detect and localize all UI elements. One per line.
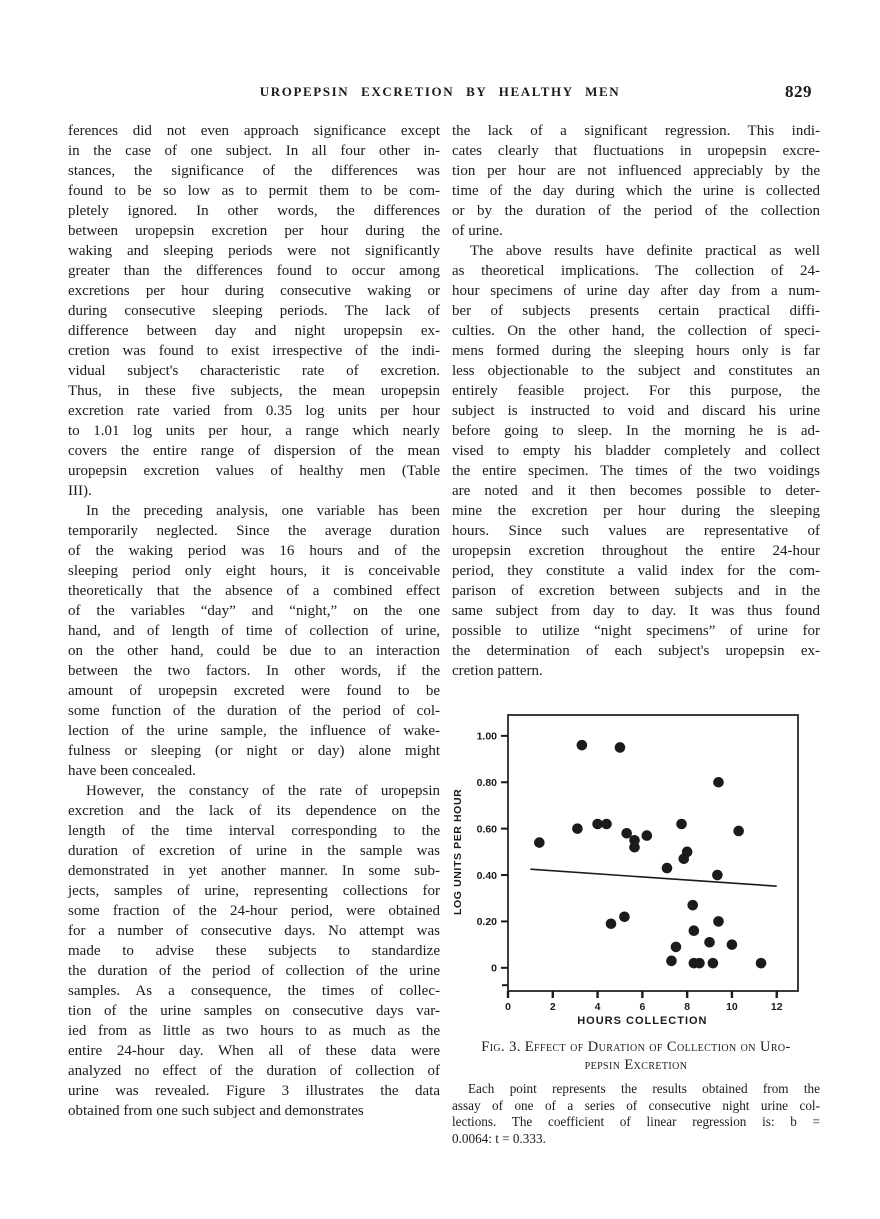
- text-line: vidual subject's characteristic rate of excretion.: [68, 363, 440, 379]
- text-line: obtained from one such subject and demonstrates: [68, 1103, 364, 1119]
- text-line: time of the day during which the urine is collected: [452, 183, 820, 199]
- running-header: [68, 84, 812, 104]
- regression-line: [530, 869, 776, 886]
- y-tick-label: 0.80: [476, 777, 497, 790]
- text-line: to 1.01 log units per hour, a range which nearly: [68, 423, 440, 439]
- scatter-plot: [452, 711, 804, 1027]
- text-line: as theoretical implications. The collection of 24-: [452, 263, 820, 279]
- text-line: of the variables “day” and “night,” on the one: [68, 603, 440, 619]
- text-line: However, the constancy of the rate of uropepsin: [86, 783, 440, 799]
- data-point: [708, 958, 719, 969]
- text-line: amount of uropepsin excreted were found to be: [68, 683, 440, 699]
- text-line: length of the time interval corresponding to the: [68, 823, 440, 839]
- text-line: urine was revealed. Figure 3 illustrates the data: [68, 1083, 440, 1099]
- text-line: ferences did not even approach significance except: [68, 123, 440, 139]
- text-line: period, they constitute a valid index for the com-: [452, 563, 820, 579]
- x-tick-label: 10: [726, 1001, 738, 1013]
- figure-3-scatter-chart: [452, 711, 820, 1027]
- text-line: Thus, in these five subjects, the mean uropepsin: [68, 383, 440, 399]
- text-line: of urine.: [452, 223, 503, 239]
- y-tick-label: 1.00: [476, 730, 497, 743]
- text-line: vised to empty his bladder completely and collect: [452, 443, 820, 459]
- x-tick-label: 12: [770, 1001, 783, 1013]
- left-column: [68, 121, 440, 1121]
- text-line: excretion rate varied from 0.35 log units per hour: [68, 403, 440, 419]
- text-line: temporarily neglected. Since the average duration: [68, 523, 440, 539]
- text-line: excretions per hour during consecutive waking or: [68, 283, 440, 299]
- data-point: [577, 740, 588, 751]
- text-line: between uropepsin excretion per hour during the: [68, 223, 440, 239]
- data-point: [682, 847, 693, 858]
- data-point: [601, 819, 612, 830]
- y-tick-label: 0.40: [476, 869, 497, 882]
- text-line: analyzed no effect of the duration of collection of: [68, 1063, 440, 1079]
- text-line: ber of subjects presents certain practical diffi-: [452, 303, 820, 319]
- x-tick-label: 0: [505, 1001, 511, 1013]
- data-point: [572, 823, 583, 834]
- data-point: [671, 942, 682, 953]
- text-line: stances, the significance of the differences was: [68, 163, 440, 179]
- text-line: parison of excretion between subjects and in the: [452, 583, 820, 599]
- data-point: [756, 958, 767, 969]
- text-line: uropepsin excretion throughout the entire 24-hour: [452, 543, 820, 559]
- text-line: difference between day and night uropepsin ex-: [68, 323, 440, 339]
- text-line: samples. As a consequence, the times of collec-: [68, 983, 440, 999]
- text-line: uropepsin excretion values of healthy men (Table: [68, 463, 440, 479]
- text-line: the determination of each subject's uropepsin ex-: [452, 643, 820, 659]
- data-point: [689, 925, 700, 936]
- text-line: cretion pattern.: [452, 663, 543, 679]
- data-point: [733, 826, 744, 837]
- text-line: fulness or sleeping (or night or day) alone might: [68, 743, 440, 759]
- text-line: jects, samples of urine, representing collections for: [68, 883, 440, 899]
- text-line: the lack of a significant regression. This indi-: [452, 123, 820, 139]
- data-point: [642, 830, 653, 841]
- text-line: Each point represents the results obtained from the: [468, 1081, 820, 1096]
- x-tick-label: 4: [594, 1001, 601, 1013]
- text-line: some function of the duration of the period of col-: [68, 703, 440, 719]
- x-tick-label: 6: [639, 1001, 646, 1013]
- text-line: of the waking period was 16 hours and of the: [68, 543, 440, 559]
- text-line: excretion and the lack of its dependence on the: [68, 803, 440, 819]
- text-line: waking and sleeping periods were not significantly: [68, 243, 440, 259]
- data-point: [727, 939, 738, 950]
- plot-frame: [508, 715, 798, 991]
- paragraph: [452, 121, 820, 241]
- data-point: [606, 918, 617, 929]
- data-point: [676, 819, 687, 830]
- text-line: III).: [68, 483, 92, 499]
- text-line: 0.0064: t = 0.333.: [452, 1130, 546, 1146]
- text-line: between the two factors. In other words, if the: [68, 663, 440, 679]
- text-line: lections. The coefficient of linear regression is: b =: [452, 1114, 820, 1129]
- running-title: UROPEPSIN EXCRETION BY HEALTHY MEN: [259, 84, 621, 99]
- text-line: or by the duration of the period of the collection: [452, 203, 820, 219]
- paragraph: [452, 1081, 820, 1147]
- text-line: hours. Since such values are representative of: [452, 523, 820, 539]
- text-line: tion per hour are not influenced appreciably by the: [452, 163, 820, 179]
- x-tick-label: 2: [549, 1001, 556, 1013]
- text-line: culties. On the other hand, the collection of speci-: [452, 323, 820, 339]
- x-tick-label: 8: [684, 1001, 691, 1013]
- text-line: subject is instructed to void and discard his urine: [452, 403, 820, 419]
- text-line: the entire specimen. The times of the two voidings: [452, 463, 820, 479]
- paragraph: [452, 241, 820, 681]
- data-point: [619, 911, 630, 922]
- text-line: less objectionable to the subject and constitutes an: [452, 363, 820, 379]
- text-line: lection of the urine sample, the influence of wake-: [68, 723, 440, 739]
- paragraph: [68, 501, 440, 781]
- text-line: in the case of one subject. In all four other in-: [68, 143, 440, 159]
- data-point: [687, 900, 698, 911]
- text-line: made to advise these subjects to standardize: [68, 943, 440, 959]
- data-point: [713, 916, 724, 927]
- text-line: duration of excretion of urine in the sample was: [68, 843, 440, 859]
- data-point: [666, 956, 677, 967]
- data-point: [534, 837, 545, 848]
- data-point: [662, 863, 673, 874]
- data-point: [629, 842, 640, 853]
- text-line: tion of the urine samples on consecutive days var-: [68, 1003, 440, 1019]
- data-point: [713, 777, 724, 788]
- figure-caption-body: [452, 1081, 820, 1147]
- y-tick-label: 0.20: [476, 916, 497, 929]
- text-line: sleeping period only eight hours, it is conceivable: [68, 563, 440, 579]
- text-line: have been concealed.: [68, 763, 196, 779]
- text-line: the duration of the period of collection of the urine: [68, 963, 440, 979]
- text-line: same subject from day to day. It was thus found: [452, 603, 820, 619]
- figure-caption-title: [452, 1038, 820, 1074]
- y-tick-label: 0: [491, 962, 497, 975]
- right-column: [452, 121, 820, 1147]
- text-line: on the other hand, could be due to an interaction: [68, 643, 440, 659]
- figure-3: [452, 711, 820, 1147]
- paragraph: [68, 121, 440, 501]
- text-line: hand, and of length of time of collection of urine,: [68, 623, 440, 639]
- data-point: [615, 742, 626, 753]
- caption-title-line: pepsin Excretion: [584, 1057, 688, 1073]
- paragraph: [68, 781, 440, 1121]
- text-line: ied from as little as two hours to as much as the: [68, 1023, 440, 1039]
- text-line: mine the excretion per hour during the sleeping: [452, 503, 820, 519]
- y-tick-label: 0.60: [476, 823, 497, 836]
- text-line: In the preceding analysis, one variable has been: [86, 503, 440, 519]
- text-line: covers the entire range of dispersion of the mean: [68, 443, 440, 459]
- y-axis-title: LOG UNITS PER HOUR: [452, 788, 464, 915]
- text-line: cretion was found to exist irrespective of the indi-: [68, 343, 440, 359]
- data-point: [712, 870, 723, 881]
- text-line: during consecutive sleeping periods. The lack of: [68, 303, 440, 319]
- page-number: 829: [785, 82, 812, 101]
- text-line: The above results have definite practical as well: [470, 243, 820, 259]
- text-line: entirely feasible project. For this purpose, the: [452, 383, 820, 399]
- data-point: [704, 937, 715, 948]
- text-line: mens formed during the sleeping hours only is far: [452, 343, 820, 359]
- text-line: possible to utilize “night specimens” of urine for: [452, 623, 820, 639]
- text-line: found to be so low as to permit them to be com-: [68, 183, 440, 199]
- x-axis-title: HOURS COLLECTION: [577, 1015, 708, 1027]
- text-line: greater than the differences found to occur among: [68, 263, 440, 279]
- text-line: before going to sleep. In the morning he is ad-: [452, 423, 820, 439]
- text-line: hour specimens of urine day after day from a num-: [452, 283, 820, 299]
- text-line: for a number of consecutive days. No attempt was: [68, 923, 440, 939]
- data-point: [694, 958, 705, 969]
- text-line: theoretically that the absence of a combined effect: [68, 583, 440, 599]
- text-line: some fraction of the 24-hour period, were obtained: [68, 903, 440, 919]
- text-line: pletely ignored. In other words, the differences: [68, 203, 440, 219]
- text-line: assay of one of a series of consecutive night urine col-: [452, 1097, 820, 1113]
- text-line: entire 24-hour day. When all of these data were: [68, 1043, 440, 1059]
- text-line: cates clearly that fluctuations in uropepsin excre-: [452, 143, 820, 159]
- caption-title-line: Fig. 3. Effect of Duration of Collection on Uro-: [481, 1039, 791, 1055]
- text-line: demonstrated in yet another manner. In some sub-: [68, 863, 440, 879]
- text-line: are noted and it then becomes possible to deter-: [452, 483, 820, 499]
